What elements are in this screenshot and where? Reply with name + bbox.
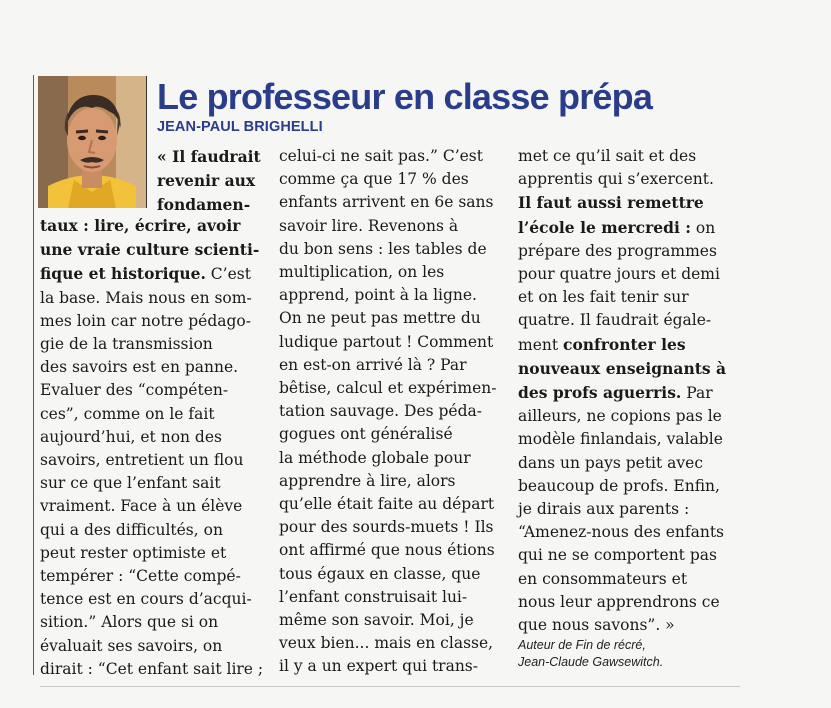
- text-run: on: [690, 218, 716, 237]
- text-run: quatre. Il faudrait égale-: [518, 311, 712, 330]
- text-run: C’est: [205, 265, 251, 284]
- bottom-rule: [40, 686, 740, 687]
- text-run: même son savoir. Moi, je: [279, 611, 474, 630]
- text-line: [40, 238, 263, 262]
- text-line: [279, 447, 496, 470]
- author-credit: [518, 637, 663, 671]
- bold-text: confronter les: [563, 334, 686, 354]
- text-run: l’enfant construisait lui-: [279, 587, 468, 606]
- text-run: dirait : “Cet enfant sait lire ;: [40, 659, 264, 678]
- bold-text: fique et historique.: [40, 264, 206, 284]
- text-line: [518, 191, 726, 215]
- text-run: sur ce que l’enfant sait: [40, 474, 221, 493]
- bold-text: revenir aux: [157, 171, 256, 191]
- credit-line-2: Jean-Claude Gawsewitch.: [518, 655, 664, 669]
- text-run: Evaluer des “compéten-: [40, 381, 229, 400]
- text-run: veux bien... mais en classe,: [279, 634, 494, 653]
- text-line: [40, 565, 263, 588]
- text-run: modèle finlandais, valable: [518, 430, 723, 449]
- text-line: [518, 405, 726, 428]
- left-column-rule: [33, 75, 34, 675]
- text-run: apprend, point à la ligne.: [279, 286, 477, 305]
- text-line: [157, 169, 261, 193]
- article-title: Le professeur en classe prépa: [157, 76, 653, 117]
- text-line: [518, 475, 726, 498]
- text-run: qui a des difficultés, on: [40, 520, 223, 539]
- text-run: celui-ci ne sait pas.” C’est: [279, 147, 483, 165]
- column-2: [279, 145, 496, 679]
- text-run: je dirais aux parents :: [518, 500, 690, 519]
- text-run: dans un pays petit avec: [518, 453, 704, 472]
- text-line: [518, 452, 726, 475]
- text-line: [518, 521, 726, 544]
- text-line: [40, 379, 263, 402]
- bold-text: fondamen-: [157, 195, 251, 215]
- text-line: [518, 333, 726, 357]
- bold-text: « Il faudrait: [157, 147, 261, 166]
- text-line: [279, 609, 496, 632]
- text-run: il y a un expert qui trans-: [279, 657, 479, 676]
- text-line: [40, 588, 263, 611]
- text-run: ment: [518, 335, 564, 354]
- text-line: [279, 331, 496, 354]
- text-run: Par: [681, 384, 713, 403]
- text-line: [279, 191, 496, 214]
- text-line: [40, 635, 263, 658]
- text-line: [279, 423, 496, 446]
- text-run: “Amenez-nous des enfants: [518, 523, 725, 542]
- text-line: [40, 287, 263, 310]
- text-line: [279, 586, 496, 609]
- text-run: savoir lire. Revenons à: [279, 216, 459, 235]
- text-run: qu’elle était faite au départ: [279, 495, 495, 514]
- text-line: [518, 591, 726, 614]
- text-line: [279, 516, 496, 539]
- text-run: tence est en cours d’acqui-: [40, 590, 252, 609]
- text-line: [40, 449, 263, 472]
- text-run: ont affirmé que nous étions: [279, 541, 495, 560]
- text-run: tous égaux en classe, que: [279, 564, 481, 583]
- text-line: [40, 472, 263, 495]
- text-run: met ce qu’il sait et des: [518, 147, 697, 165]
- text-line: [279, 354, 496, 377]
- text-line: [40, 542, 263, 565]
- bold-text: des profs aguerris.: [518, 383, 682, 403]
- article-author: JEAN-PAUL BRIGHELLI: [157, 119, 323, 135]
- text-line: [279, 377, 496, 400]
- text-run: enfants arrivent en 6e sans: [279, 193, 494, 212]
- text-line: [518, 240, 726, 263]
- text-line: [157, 145, 261, 169]
- text-run: apprentis qui s’exercent.: [518, 170, 714, 189]
- bold-text: Il faut aussi remettre: [518, 193, 704, 213]
- text-line: [279, 493, 496, 516]
- text-run: tempérer : “Cette compé-: [40, 567, 241, 586]
- text-line: [279, 563, 496, 586]
- text-line: [518, 286, 726, 309]
- text-line: [40, 611, 263, 634]
- text-line: [40, 310, 263, 333]
- bold-text: une vraie culture scienti-: [40, 240, 260, 260]
- text-run: pour quatre jours et demi: [518, 265, 720, 284]
- text-run: qui ne se comportent pas: [518, 546, 717, 565]
- text-run: savoirs, entretient un flou: [40, 451, 244, 470]
- text-run: On ne peut pas mettre du: [279, 309, 481, 328]
- text-line: [518, 168, 726, 191]
- text-line: [279, 238, 496, 261]
- text-run: et on les fait tenir sur: [518, 288, 689, 307]
- text-line: [518, 568, 726, 591]
- text-run: comme ça que 17 % des: [279, 170, 469, 189]
- text-run: des savoirs est en panne.: [40, 358, 239, 377]
- text-line: [40, 426, 263, 449]
- credit-line-1: Auteur de Fin de récré,: [518, 638, 646, 652]
- text-line: [279, 168, 496, 191]
- text-run: gie de la transmission: [40, 335, 213, 354]
- text-line: [518, 145, 726, 168]
- text-line: [279, 145, 496, 168]
- text-run: nous leur apprendrons ce: [518, 592, 720, 611]
- text-run: sition.” Alors que si on: [40, 613, 219, 632]
- text-run: tation sauvage. Des péda-: [279, 402, 482, 421]
- column-1-top: [157, 145, 261, 218]
- bold-text: taux : lire, écrire, avoir: [40, 216, 241, 235]
- text-run: en consommateurs et: [518, 569, 688, 588]
- text-run: ailleurs, ne copions pas le: [518, 407, 722, 426]
- text-line: [40, 356, 263, 379]
- text-run: ludique partout ! Comment: [279, 332, 494, 351]
- text-line: [518, 263, 726, 286]
- bold-text: nouveaux enseignants à: [518, 358, 727, 378]
- text-line: [279, 284, 496, 307]
- text-run: bêtise, calcul et expérimen-: [279, 379, 497, 398]
- text-line: [279, 307, 496, 330]
- author-photo: [38, 76, 147, 208]
- text-line: [40, 495, 263, 518]
- text-run: du bon sens : les tables de: [279, 239, 487, 258]
- text-line: [40, 333, 263, 356]
- text-line: [279, 400, 496, 423]
- text-run: gogues ont généralisé: [279, 425, 453, 444]
- text-run: évaluait ses savoirs, on: [40, 636, 223, 655]
- bold-text: l’école le mercredi :: [518, 217, 691, 237]
- text-line: [40, 658, 263, 681]
- text-run: beaucoup de profs. Enfin,: [518, 476, 720, 495]
- text-run: peut rester optimiste et: [40, 543, 227, 562]
- text-run: la base. Mais nous en som-: [40, 288, 252, 307]
- text-run: en est-on arrivé là ? Par: [279, 355, 467, 374]
- column-3: [518, 145, 726, 637]
- text-line: [518, 357, 726, 381]
- text-line: [518, 381, 726, 405]
- text-line: [40, 403, 263, 426]
- text-line: [279, 539, 496, 562]
- text-run: ces”, comme on le fait: [40, 404, 215, 423]
- text-line: [40, 214, 263, 238]
- text-line: [518, 544, 726, 567]
- text-line: [279, 261, 496, 284]
- text-line: [279, 470, 496, 493]
- text-line: [40, 519, 263, 542]
- text-run: vraiment. Face à un élève: [40, 497, 243, 516]
- text-run: apprendre à lire, alors: [279, 471, 456, 490]
- text-line: [518, 614, 726, 637]
- text-run: que nous savons”. »: [518, 616, 675, 635]
- text-line: [279, 215, 496, 238]
- text-run: multiplication, on les: [279, 263, 445, 282]
- text-line: [518, 498, 726, 521]
- text-line: [279, 632, 496, 655]
- text-run: pour des sourds-muets ! Ils: [279, 518, 494, 537]
- text-line: [518, 309, 726, 332]
- text-line: [279, 655, 496, 678]
- text-run: la méthode globale pour: [279, 448, 471, 467]
- text-run: mes loin car notre pédago-: [40, 311, 251, 330]
- text-run: prépare des programmes: [518, 241, 717, 260]
- text-line: [40, 262, 263, 286]
- text-run: aujourd’hui, et non des: [40, 427, 222, 446]
- text-line: [518, 428, 726, 451]
- text-line: [518, 216, 726, 240]
- column-1-bottom: [40, 214, 263, 681]
